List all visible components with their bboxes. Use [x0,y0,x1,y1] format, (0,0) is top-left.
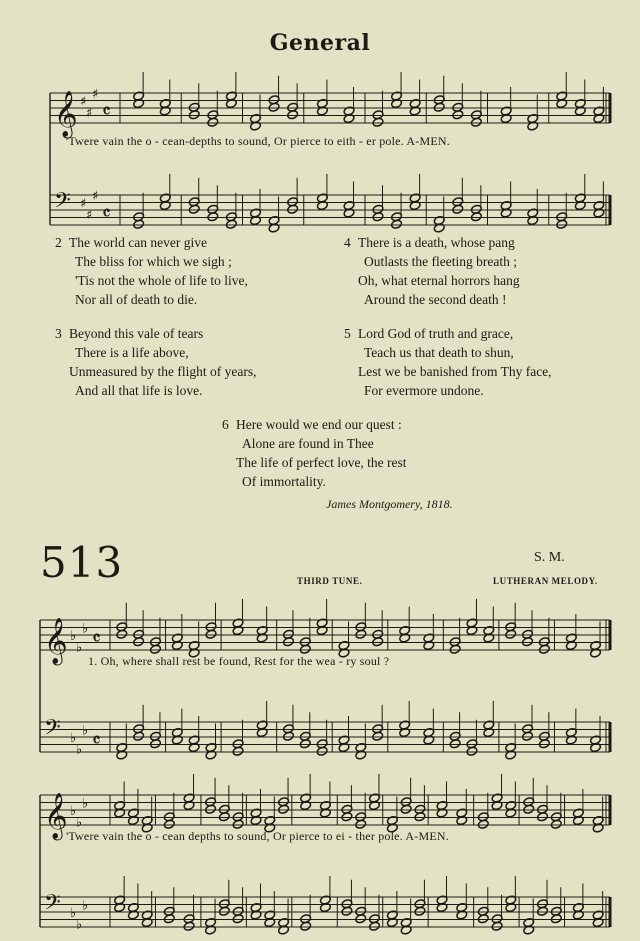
note-head [449,644,461,654]
note-head [572,815,584,825]
note-head [116,750,128,760]
note-head [188,742,200,752]
note-head [232,819,244,829]
note-head [207,117,219,127]
note-head [205,750,217,760]
treble-clef-icon: 𝄞 [44,793,68,839]
note-head [433,102,445,112]
note-head [225,219,237,229]
bass-staff [40,701,610,760]
note-head [470,212,482,222]
note-head [590,648,602,658]
note-head [423,735,435,745]
flat-icon: ♭ [70,731,77,746]
note-head [256,727,268,737]
note-head [159,200,171,210]
note-head [316,200,328,210]
note-head [205,629,217,639]
note-head [150,644,162,654]
attribution: James Montgomery, 1818. [326,497,453,511]
verse-line: 4 There is a death, whose pang [344,235,515,250]
note-head [505,808,517,818]
note-head [183,921,195,931]
note-head [590,742,602,752]
note-head [593,208,605,218]
note-head [527,215,539,225]
flat-icon: ♭ [76,742,83,758]
note-head [574,200,586,210]
note-head [483,727,495,737]
note-head [355,914,367,924]
note-head [150,739,162,749]
note-head [470,117,482,127]
note-head [414,906,426,916]
note-head [592,823,604,833]
note-head [505,902,517,912]
verse-3 [55,324,256,400]
verse-line: 5 Lord God of truth and grace, [344,326,514,341]
note-head [369,800,381,810]
sharp-icon: ♯ [92,87,99,102]
note-head [163,914,175,924]
note-head [133,731,145,741]
note-head [538,644,550,654]
flat-icon: ♭ [70,804,77,819]
verse-line: Lest we be banished from Thy face, [358,364,552,379]
flat-icon: ♭ [82,621,89,637]
verse-line: Unmeasured by the flight of years, [69,364,257,379]
note-head [283,637,295,647]
sharp-icon: ♯ [92,189,99,204]
note-head [556,98,568,108]
note-head [232,746,244,756]
note-head [452,110,464,120]
note-head [592,917,604,927]
note-head [299,644,311,654]
sharp-icon: ♯ [86,105,93,121]
verse-6 [222,415,407,491]
note-head [287,110,299,120]
lyrics-line-513-a: 1. Oh, where shall rest be found, Rest for the wea - ry soul ? [88,654,390,668]
flat-icon: ♭ [76,917,83,933]
tune-name: THIRD TUNE. [297,576,363,586]
note-head [491,921,503,931]
note-head [550,914,562,924]
note-head [593,113,605,123]
note-head [400,804,412,814]
note-head [250,121,262,131]
flat-icon: ♭ [82,898,89,914]
common-time-icon: 𝄴 [102,200,111,225]
note-head [278,804,290,814]
note-head [300,800,312,810]
note-head [400,925,412,935]
lyrics-line-513-b: 'Twere vain the o - cean depths to sound, Or pierce to ei - ther pole. A-MEN. [66,829,449,843]
verse-line: Around the second death ! [364,292,507,307]
flat-icon: ♭ [82,796,89,812]
note-head [116,629,128,639]
note-head [341,906,353,916]
flat-icon: ♭ [82,723,89,739]
note-head [268,102,280,112]
note-head [218,812,230,822]
note-head [456,815,468,825]
note-head [538,739,550,749]
note-head [565,640,577,650]
note-head [505,629,517,639]
flat-icon: ♭ [76,640,83,656]
note-head [522,637,534,647]
verse-line: The bliss for which we sigh ; [75,254,232,269]
verse-line: 6 Here would we end our quest : [222,417,402,432]
note-head [466,746,478,756]
bass-clef-icon: 𝄢 [44,715,61,746]
note-head [250,215,262,225]
note-head [207,212,219,222]
note-head [171,735,183,745]
note-head [300,921,312,931]
note-head [343,113,355,123]
verse-4 [344,233,520,309]
note-head [537,906,549,916]
note-head [372,731,384,741]
lyrics-line-top: 'Twere vain the o - cean-depths to sound, Or pierce to eith - er pole. A-MEN. [66,134,450,148]
note-head [225,98,237,108]
note-head [278,925,290,935]
treble-staff [50,72,610,139]
note-head [550,819,562,829]
note-head [436,902,448,912]
hymn-number: 513 [40,538,124,587]
verse-line: 3 Beyond this vale of tears [55,326,204,341]
note-head [386,917,398,927]
note-head [456,910,468,920]
flat-icon: ♭ [70,906,77,921]
note-head [491,800,503,810]
note-head [264,917,276,927]
note-head [399,727,411,737]
note-head [316,625,328,635]
note-head [232,914,244,924]
bass-staff [50,174,610,233]
note-head [205,804,217,814]
verse-line: 'Tis not the whole of life to live, [75,273,248,288]
note-head [283,731,295,741]
note-head [268,223,280,233]
note-head [505,750,517,760]
note-head [556,219,568,229]
note-head [372,637,384,647]
note-head [399,633,411,643]
note-head [163,819,175,829]
verse-line: Nor all of death to die. [75,292,198,307]
note-head [188,204,200,214]
note-head [369,921,381,931]
note-head [188,110,200,120]
note-head [133,219,145,229]
verse-line: Alone are found in Thee [242,436,374,451]
note-head [449,739,461,749]
note-head [477,914,489,924]
note-head [287,204,299,214]
note-head [127,815,139,825]
note-head [114,808,126,818]
bass-clef-icon: 𝄢 [44,890,61,921]
note-head [316,106,328,116]
common-time-icon: 𝄴 [92,625,101,650]
note-head [565,735,577,745]
verse-2 [55,233,248,309]
note-head [423,640,435,650]
note-head [232,625,244,635]
hymn-meter: S. M. [534,550,565,565]
note-head [436,808,448,818]
common-time-icon: 𝄴 [102,98,111,123]
note-head [355,819,367,829]
note-head [372,117,384,127]
verse-line: Oh, what eternal horrors hang [358,273,520,288]
verse-line: And all that life is love. [75,383,203,398]
note-head [414,812,426,822]
verse-line: Teach us that death to shun, [364,345,514,360]
note-head [338,742,350,752]
note-head [218,906,230,916]
verse-line: 2 The world can never give [55,235,207,250]
note-head [316,746,328,756]
note-head [572,910,584,920]
note-head [452,204,464,214]
note-head [391,98,403,108]
note-head [372,212,384,222]
note-head [483,633,495,643]
note-head [183,800,195,810]
note-head [537,812,549,822]
note-head [159,106,171,116]
tune-author: LUTHERAN MELODY. [493,576,598,586]
bass-clef-icon: 𝄢 [54,188,71,219]
sharp-icon: ♯ [86,207,93,223]
note-head [522,731,534,741]
verse-line: For evermore undone. [364,383,484,398]
note-head [391,219,403,229]
verse-line: The life of perfect love, the rest [236,455,407,470]
note-head [114,902,126,912]
note-head [409,106,421,116]
note-head [205,925,217,935]
section-title: General [269,30,371,56]
note-head [409,200,421,210]
note-head [319,902,331,912]
note-head [256,633,268,643]
note-head [433,223,445,233]
note-head [141,917,153,927]
bass-staff [40,876,610,935]
treble-clef-icon: 𝄞 [54,91,78,137]
verse-line: Of immortality. [242,474,326,489]
note-head [500,113,512,123]
treble-clef-icon: 𝄞 [44,618,68,664]
note-head [133,98,145,108]
note-head [466,625,478,635]
note-head [250,910,262,920]
note-head [574,106,586,116]
note-head [477,819,489,829]
common-time-icon: 𝄴 [92,727,101,752]
flat-icon: ♭ [70,629,77,644]
verse-5 [344,324,552,400]
note-head [527,121,539,131]
note-head [171,640,183,650]
flat-icon: ♭ [76,815,83,831]
note-head [127,910,139,920]
sharp-icon: ♯ [80,94,87,110]
verse-line: There is a life above, [75,345,189,360]
note-head [500,208,512,218]
note-head [319,808,331,818]
note-head [133,637,145,647]
note-head [523,804,535,814]
note-head [355,750,367,760]
note-head [250,815,262,825]
note-head [523,925,535,935]
sharp-icon: ♯ [80,196,87,212]
verse-line: Outlasts the fleeting breath ; [364,254,517,269]
note-head [341,812,353,822]
note-head [343,208,355,218]
note-head [355,629,367,639]
note-head [299,739,311,749]
